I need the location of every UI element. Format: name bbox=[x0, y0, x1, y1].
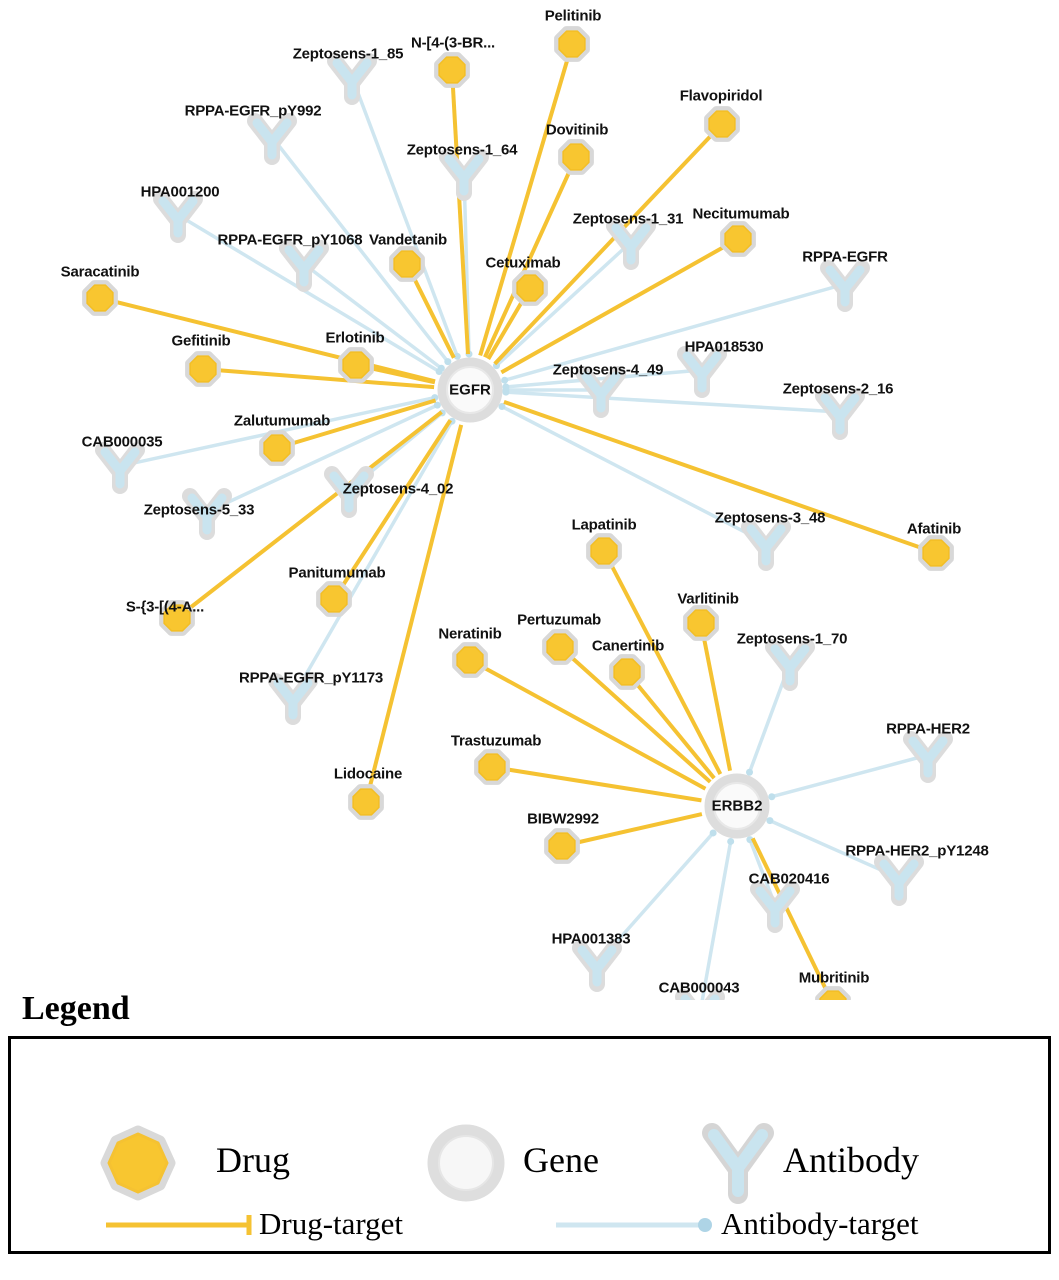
edge-endpoint-dot bbox=[438, 365, 445, 372]
drug-node[interactable] bbox=[189, 355, 217, 383]
legend-drug-edge bbox=[106, 1215, 249, 1235]
drug-node[interactable] bbox=[456, 646, 484, 674]
antibody-label: Zeptosens-1_70 bbox=[736, 630, 848, 648]
antibody-label: RPPA-HER2 bbox=[886, 720, 970, 738]
drug-node[interactable] bbox=[922, 539, 950, 567]
antibody-node[interactable] bbox=[749, 527, 783, 563]
edge-drug-target bbox=[504, 402, 936, 553]
drug-label: Cetuximab bbox=[485, 254, 561, 272]
drug-label: Trastuzumab bbox=[450, 732, 542, 750]
drug-node[interactable] bbox=[342, 351, 370, 379]
drug-label: S-{3-[(4-A... bbox=[125, 598, 205, 616]
antibody-node[interactable] bbox=[335, 61, 369, 97]
edge-endpoint-dot bbox=[727, 838, 734, 845]
antibody-label: Zeptosens-4_49 bbox=[552, 361, 664, 379]
antibody-node[interactable] bbox=[828, 268, 862, 304]
edge-antibody-target bbox=[272, 137, 448, 362]
antibody-label: RPPA-EGFR bbox=[802, 248, 888, 266]
antibody-label: CAB000035 bbox=[81, 433, 163, 451]
edge-endpoint-dot bbox=[502, 389, 509, 396]
edge-antibody-target bbox=[772, 755, 928, 797]
drug-node[interactable] bbox=[352, 788, 380, 816]
legend-gene-icon bbox=[433, 1130, 499, 1196]
antibody-label: Zeptosens-5_33 bbox=[143, 501, 255, 519]
drug-label: Afatinib bbox=[906, 520, 962, 538]
edge-endpoint-dot bbox=[501, 377, 508, 384]
drug-label: BIBW2992 bbox=[527, 810, 599, 828]
antibody-label: RPPA-EGFR_pY992 bbox=[184, 102, 322, 120]
drug-node[interactable] bbox=[558, 30, 586, 58]
legend-label-antibody-target: Antibody-target bbox=[721, 1206, 919, 1241]
drug-label: Neratinib bbox=[438, 625, 502, 643]
antibody-node[interactable] bbox=[882, 862, 916, 898]
antibody-node[interactable] bbox=[773, 647, 807, 683]
drug-label: Varlitinib bbox=[677, 590, 739, 608]
antibody-node[interactable] bbox=[614, 226, 648, 262]
drug-label: Flavopiridol bbox=[679, 87, 763, 105]
edge-endpoint-dot bbox=[710, 829, 717, 836]
drug-node[interactable] bbox=[516, 274, 544, 302]
antibody-node[interactable] bbox=[103, 450, 137, 486]
legend-antibody-edge bbox=[556, 1218, 712, 1232]
antibody-label: Zeptosens-1_85 bbox=[292, 45, 404, 63]
antibody-label: HPA001383 bbox=[551, 930, 631, 948]
legend-title: Legend bbox=[22, 990, 130, 1027]
drug-label: Dovitinib bbox=[545, 121, 609, 139]
edge-endpoint-dot bbox=[766, 817, 773, 824]
drug-node[interactable] bbox=[86, 284, 114, 312]
antibody-label: Zeptosens-1_64 bbox=[406, 141, 518, 159]
legend-box bbox=[8, 1036, 1051, 1254]
drug-node[interactable] bbox=[724, 225, 752, 253]
drug-node[interactable] bbox=[613, 658, 641, 686]
antibody-node[interactable] bbox=[758, 889, 792, 925]
antibody-node[interactable] bbox=[911, 739, 945, 775]
drug-node[interactable] bbox=[320, 585, 348, 613]
edge-endpoint-dot bbox=[444, 358, 451, 365]
antibody-node[interactable] bbox=[161, 199, 195, 235]
drug-node[interactable] bbox=[687, 609, 715, 637]
drug-node[interactable] bbox=[546, 633, 574, 661]
drug-label: Saracatinib bbox=[60, 263, 140, 281]
edge-antibody-target bbox=[700, 841, 731, 1000]
edge-drug-target bbox=[627, 672, 714, 778]
antibody-label: Zeptosens-4_02 bbox=[342, 480, 454, 498]
legend-section bbox=[0, 990, 1059, 1254]
edge-endpoint-dot bbox=[768, 793, 775, 800]
drug-label: Canertinib bbox=[591, 637, 665, 655]
drug-node[interactable] bbox=[562, 143, 590, 171]
gene-label: EGFR bbox=[449, 381, 491, 399]
legend-label-gene: Gene bbox=[523, 1140, 599, 1180]
antibody-label: RPPA-HER2_pY1248 bbox=[845, 842, 989, 860]
drug-node[interactable] bbox=[478, 753, 506, 781]
drug-label: Erlotinib bbox=[325, 329, 385, 347]
antibody-label: RPPA-EGFR_pY1068 bbox=[217, 231, 363, 249]
antibody-label: Zeptosens-2_16 bbox=[782, 380, 894, 398]
antibody-label: HPA001200 bbox=[140, 183, 220, 201]
antibody-node[interactable] bbox=[287, 248, 321, 284]
drug-label: Panitumumab bbox=[288, 564, 386, 582]
antibody-label: CAB000043 bbox=[658, 979, 740, 997]
antibody-label: HPA018530 bbox=[684, 338, 764, 356]
edge-endpoint-dot bbox=[746, 769, 753, 776]
drug-label: N-[4-(3-BR... bbox=[410, 34, 496, 52]
antibody-node[interactable] bbox=[823, 396, 857, 432]
drug-node[interactable] bbox=[708, 110, 736, 138]
drug-node[interactable] bbox=[393, 250, 421, 278]
drug-label: Necitumumab bbox=[692, 205, 790, 223]
drug-label: Lapatinib bbox=[571, 516, 637, 534]
drug-label: Zalutumumab bbox=[233, 412, 331, 430]
antibody-node[interactable] bbox=[580, 948, 614, 984]
drug-label: Lidocaine bbox=[333, 765, 403, 783]
edge-endpoint-dot bbox=[434, 402, 441, 409]
antibody-label: Zeptosens-3_48 bbox=[714, 509, 826, 527]
legend-label-drug-target: Drug-target bbox=[259, 1206, 404, 1241]
antibody-label: Zeptosens-1_31 bbox=[572, 210, 684, 228]
drug-node[interactable] bbox=[590, 537, 618, 565]
edge-drug-target bbox=[492, 767, 701, 800]
drug-node[interactable] bbox=[548, 832, 576, 860]
legend-label-antibody: Antibody bbox=[783, 1140, 920, 1180]
legend-label-drug: Drug bbox=[216, 1140, 290, 1180]
drug-label: Gefitinib bbox=[171, 332, 231, 350]
legend-drug-icon bbox=[106, 1131, 170, 1195]
drug-node[interactable] bbox=[263, 434, 291, 462]
antibody-label: CAB020416 bbox=[748, 870, 830, 888]
antibody-node[interactable] bbox=[685, 354, 719, 390]
gene-label: ERBB2 bbox=[711, 797, 763, 815]
legend-antibody-icon bbox=[712, 1133, 764, 1194]
drug-label: Mubritinib bbox=[798, 969, 870, 987]
antibody-label: RPPA-EGFR_pY1173 bbox=[238, 669, 384, 687]
drug-label: Pertuzumab bbox=[517, 611, 601, 629]
antibody-node[interactable] bbox=[447, 157, 481, 193]
drug-label: Vandetanib bbox=[368, 231, 448, 249]
drug-label: Pelitinib bbox=[544, 7, 602, 25]
drug-node[interactable] bbox=[438, 56, 466, 84]
